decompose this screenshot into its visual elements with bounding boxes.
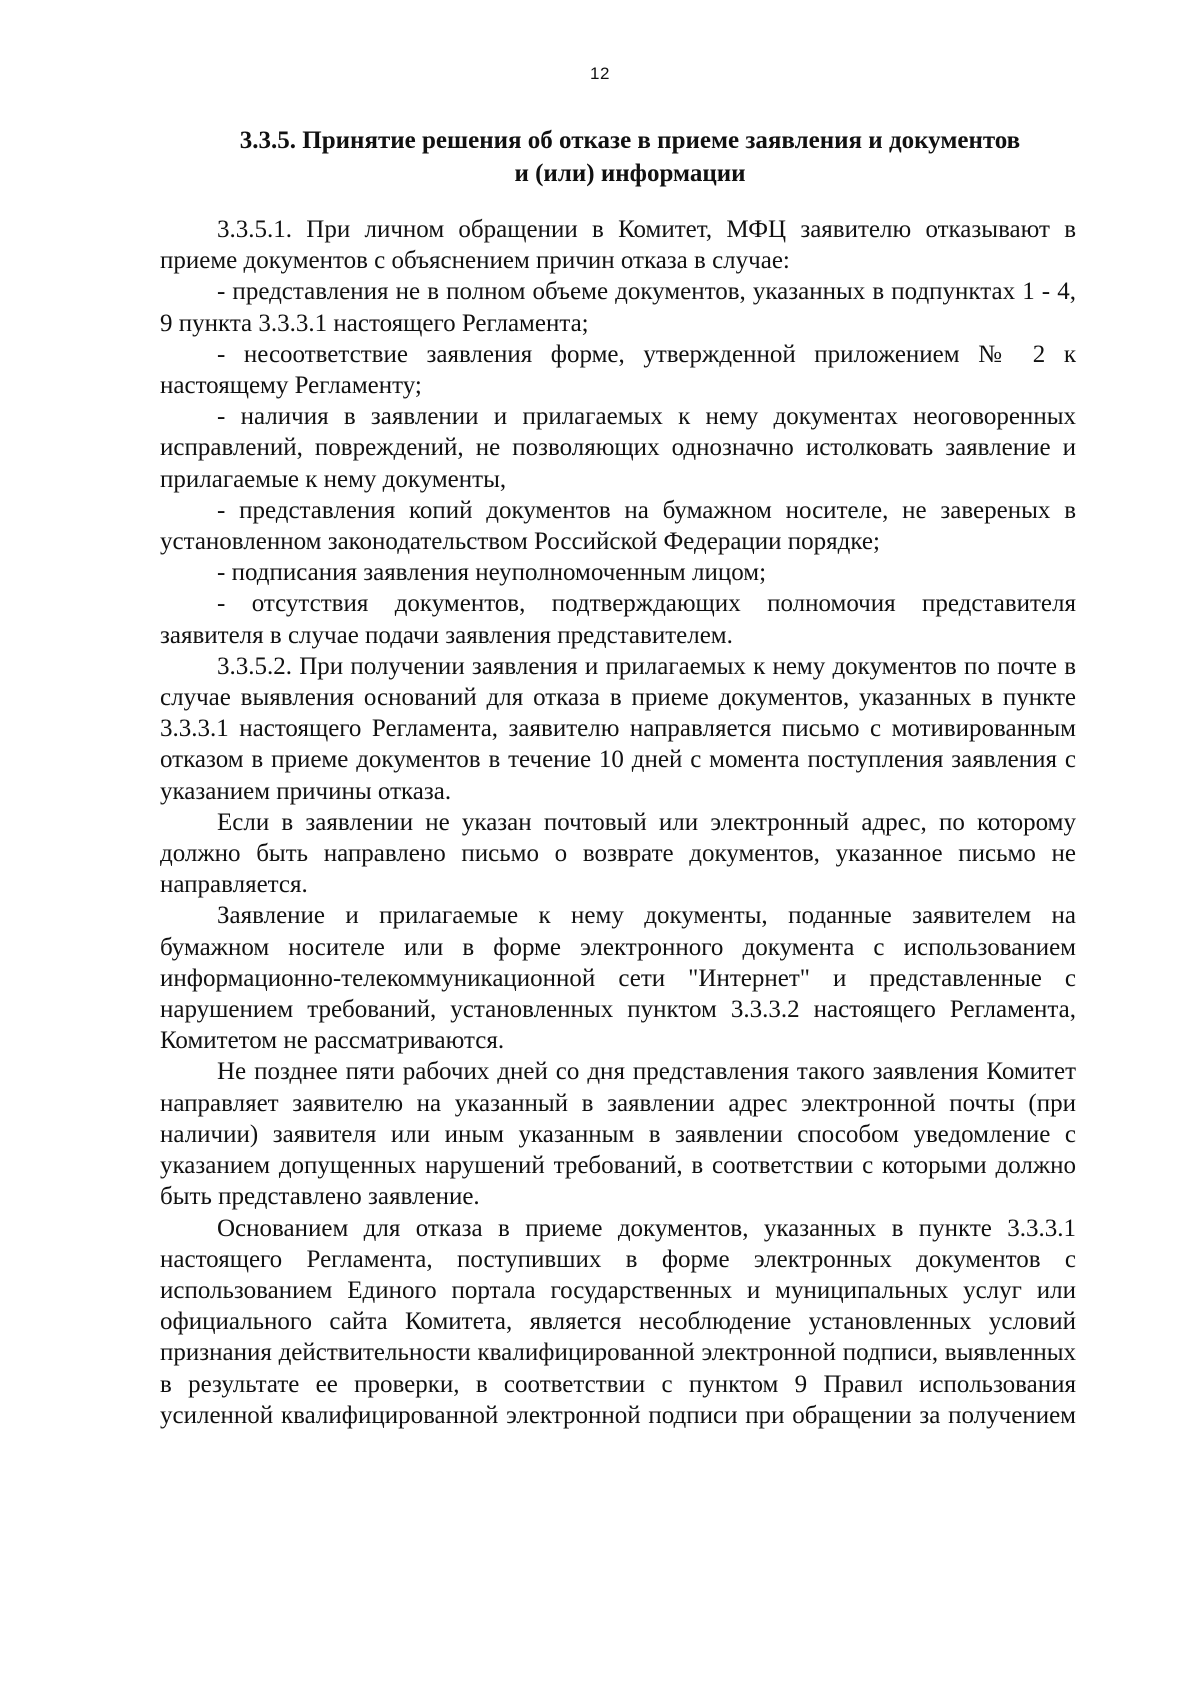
- list-item-uncertified-copies: - представления копий документов на бумажном носителе, не завереных в установленном законодательством Российской Федерации порядке;: [160, 496, 1076, 556]
- paragraph-notification: Не позднее пяти рабочих дней со дня представления такого заявления Комитет направляет заявителю на указанный в заявлении адрес электронной почты (при наличии) заявителя или иным указанным в заявлении способом уведомление с указанием допущенных нарушений требований, в соответствии с которыми должно быть представлено заявление.: [160, 1058, 1076, 1211]
- list-item-form-mismatch: - несоответствие заявления форме, утвержденной приложением № 2 к настоящему Регламенту;: [160, 340, 1076, 400]
- section-heading-line-2: и (или) информации: [514, 160, 746, 187]
- paragraph-no-address: Если в заявлении не указан почтовый или электронный адрес, по которому должно быть направлено письмо о возврате документов, указанное письмо не направляется.: [160, 808, 1076, 899]
- document-body: [160, 214, 1076, 1431]
- paragraph-not-considered: Заявление и прилагаемые к нему документы, поданные заявителем на бумажном носителе или в форме электронного документа с использованием информационно-телекоммуникационной сети "Интернет" и представленные с нарушением требований, установленных пунктом 3.3.3.2 настоящего Регламента, Комитетом не рассматриваются.: [160, 902, 1076, 1055]
- paragraph-electronic-signature: Основанием для отказа в приеме документов, указанных в пункте 3.3.3.1 настоящего Регламента, поступивших в форме электронных документов с использованием Единого портала государственных и муниципальных услуг или официального сайта Комитета, является несоблюдение установленных условий признания действительности квалифицированной электронной подписи, выявленных в результате ее проверки, в соответствии с пунктом 9 Правил использования усиленной квалифицированной электронной подписи при обращении за получением: [160, 1214, 1076, 1429]
- section-heading-line-1: 3.3.5. Принятие решения об отказе в приеме заявления и документов: [239, 127, 1021, 154]
- paragraph-3-3-5-2: 3.3.5.2. При получении заявления и прилагаемых к нему документов по почте в случае выявления оснований для отказа в приеме документов, указанных в пункте 3.3.3.1 настоящего Регламента, заявителю направляется письмо с мотивированным отказом в приеме документов в течение 10 дней с момента поступления заявления с указанием причины отказа.: [160, 652, 1076, 805]
- section-heading: [180, 124, 1080, 190]
- list-item-incomplete-documents: - представления не в полном объеме документов, указанных в подпунктах 1 - 4, 9 пункта 3.3.3.1 настоящего Регламента;: [160, 278, 1076, 337]
- paragraph-3-3-5-1: 3.3.5.1. При личном обращении в Комитет, МФЦ заявителю отказывают в приеме документов с объяснением причин отказа в случае:: [160, 216, 1076, 275]
- list-item-missing-authority: - отсутствия документов, подтверждающих полномочия представителя заявителя в случае подачи заявления представителем.: [160, 590, 1076, 649]
- list-item-unauthorized-signature: - подписания заявления неуполномоченным лицом;: [217, 559, 767, 587]
- page-number: 12: [590, 64, 610, 83]
- list-item-unstated-corrections: - наличия в заявлении и прилагаемых к нему документах неоговоренных исправлений, повреждений, не позволяющих однозначно истолковать заявление и прилагаемые к нему документы,: [160, 403, 1076, 493]
